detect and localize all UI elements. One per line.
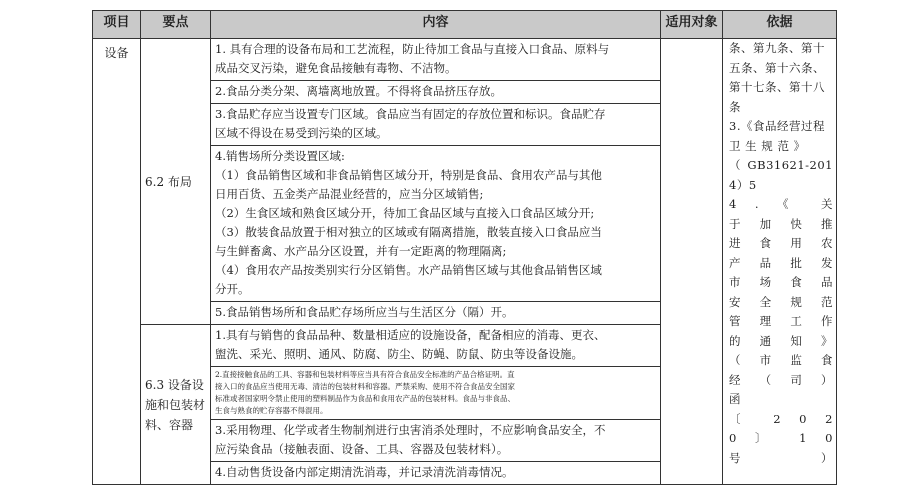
content-line: （3）散装食品放置于相对独立的区域或有隔离措施，散装直接入口食品应当	[215, 225, 602, 239]
basis-line: 3.《食品经营过程	[729, 119, 825, 133]
content-item	[211, 325, 660, 367]
basis-line: 〔 2 0 2	[729, 411, 833, 426]
content-item	[211, 367, 660, 420]
basis-line: 函	[729, 392, 741, 406]
content-item	[211, 39, 660, 81]
content-item	[211, 81, 660, 104]
content-line: （1）食品销售区域和非食品销售区域分开，特别是食品、食用农产品与其他	[215, 168, 602, 182]
basis-line: 0 〕 1 0	[729, 431, 833, 445]
content-item	[211, 420, 660, 462]
content-line: 分开。	[215, 282, 250, 296]
section-title-equipment: 6.3 设备设施和包装材料、容器	[141, 325, 211, 485]
section-title-layout: 6.2 布局	[141, 39, 211, 325]
content-line: 成品交叉污染，避免食品接触有毒物、不洁物。	[215, 61, 457, 75]
content-line: 与生鲜畜禽、水产品分区设置，并有一定距离的物理隔离;	[215, 244, 507, 258]
header-content: 内容	[211, 11, 661, 39]
basis-line: （ 市 监 食	[729, 353, 833, 367]
content-line: 4.销售场所分类设置区域:	[215, 149, 345, 163]
header-project: 项目	[93, 11, 141, 39]
content-line: 应污染食品（接触表面、设备、工具、容器及包装材料）。	[215, 442, 509, 456]
basis-line: （GB31621-2014）5	[729, 158, 833, 192]
inspection-table	[92, 10, 837, 485]
basis-line: 号 ）	[729, 450, 833, 465]
content-line: 日用百货、五金类产品混业经营的，应当分区域销售;	[215, 187, 484, 201]
content-line: 4.自动售货设备内部定期清洗消毒，并记录清洗消毒情况。	[215, 465, 514, 479]
content-item	[211, 462, 660, 484]
header-target: 适用对象	[661, 11, 723, 39]
content-item	[211, 104, 660, 146]
content-line: （4）食用农产品按类别实行分区销售。水产品销售区域与其他食品销售区域	[215, 263, 602, 277]
content-item	[211, 146, 660, 302]
content-line: 生食与熟食的贮存容器不得混用。	[215, 406, 328, 415]
content-line: 5.食品销售场所和食品贮存场所应当与生活区分（隔）开。	[215, 305, 514, 319]
basis-line: 第十七条、第十八	[729, 80, 825, 94]
content-line: 区域不得设在易受到污染的区域。	[215, 126, 388, 140]
category-cell: 设备	[93, 39, 141, 485]
basis-line: 条	[729, 99, 741, 114]
content-line: 3.采用物理、化学或者生物制剂进行虫害消杀处理时，不应影响食品安全，不	[215, 423, 606, 437]
content-line: 1.具有与销售的食品品种、数量相适应的设施设备，配备相应的消毒、更衣、	[215, 328, 606, 342]
content-line: 接入口的食品应当使用无毒、清洁的包装材料和容器。严禁采购、使用不符合食品安全国家	[215, 382, 515, 391]
basis-line: 条、第九条、第十	[729, 41, 825, 55]
content-line: 2.食品分类分架、离墙离地放置。不得将食品挤压存放。	[215, 84, 502, 98]
content-line: 标准或者国家明令禁止使用的塑料制品作为食品和食用农产品的包装材料。食品与非食品、	[215, 394, 515, 403]
table-header-row	[93, 11, 837, 39]
content-line: 3.食品贮存应当设置专门区域。食品应当有固定的存放位置和标识。食品贮存	[215, 107, 606, 121]
header-basis: 依据	[723, 11, 837, 39]
basis-text	[723, 39, 836, 468]
table-row-layout	[93, 39, 837, 325]
content-line: 1. 具有合理的设备布局和工艺流程，防止待加工食品与直接入口食品、原料与	[215, 42, 610, 56]
basis-line: 管 理 工 作	[729, 314, 833, 328]
basis-line: 于 加 快 推	[729, 216, 833, 231]
content-line: 2.直接接触食品的工具、容器和包装材料等应当具有符合食品安全标准的产品合格证明。直	[215, 370, 515, 379]
basis-line: 4 . 《 关	[729, 197, 833, 211]
basis-cell	[723, 39, 837, 485]
target-cell	[661, 39, 723, 485]
basis-line: 市 场 食 品	[729, 275, 833, 289]
content-line: 盥洗、采光、照明、通风、防腐、防尘、防蝇、防鼠、防虫等设备设施。	[215, 347, 583, 361]
content-item	[211, 302, 660, 324]
basis-line: 的 通 知 》	[729, 333, 833, 348]
content-items-equipment	[211, 325, 660, 484]
content-items-layout	[211, 39, 660, 324]
content-cell-layout	[211, 39, 661, 325]
content-cell-equipment	[211, 325, 661, 485]
basis-line: 五条、第十六条、	[729, 60, 825, 75]
header-point: 要点	[141, 11, 211, 39]
basis-line: 经 （ 司 ）	[729, 372, 833, 387]
basis-line: 进 食 用 农	[729, 236, 833, 250]
basis-line: 卫 生 规 范 》	[729, 138, 806, 153]
basis-line: 产 品 批 发	[729, 255, 833, 270]
content-line: （2）生食区域和熟食区域分开，待加工食品区域与直接入口食品区域分开;	[215, 206, 595, 220]
basis-line: 安 全 规 范	[729, 294, 833, 309]
